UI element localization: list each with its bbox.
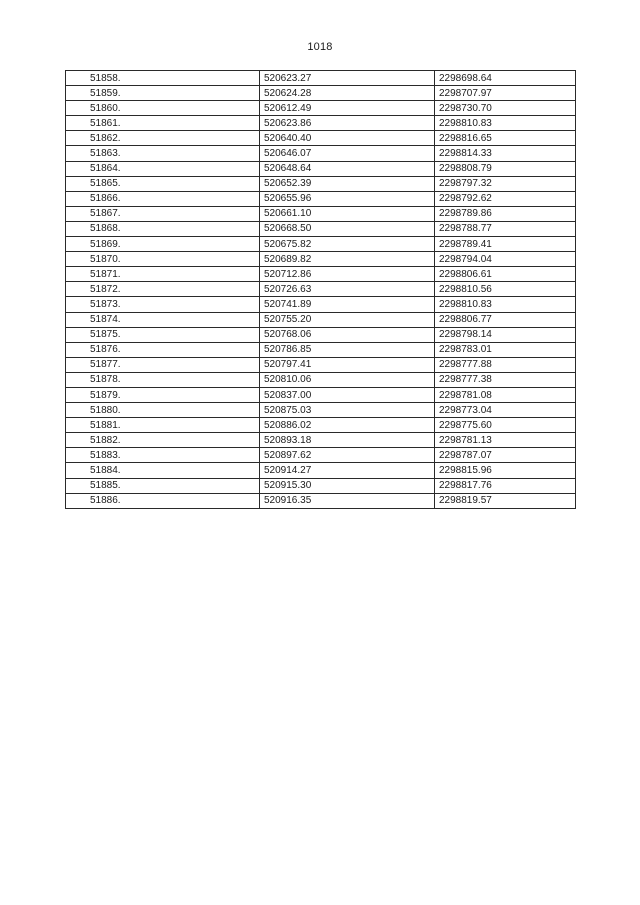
x-coordinate-cell: 520897.62 bbox=[260, 448, 435, 463]
y-coordinate-cell: 2298775.60 bbox=[435, 418, 576, 433]
table-row bbox=[66, 433, 576, 448]
table-row bbox=[66, 387, 576, 402]
x-coordinate-cell: 520726.63 bbox=[260, 282, 435, 297]
y-coordinate-cell: 2298730.70 bbox=[435, 101, 576, 116]
y-coordinate-cell: 2298788.77 bbox=[435, 221, 576, 236]
point-id-cell: 51872. bbox=[66, 282, 260, 297]
y-coordinate-cell: 2298781.08 bbox=[435, 387, 576, 402]
point-id-cell: 51877. bbox=[66, 357, 260, 372]
point-id-cell: 51878. bbox=[66, 372, 260, 387]
y-coordinate-cell: 2298797.32 bbox=[435, 176, 576, 191]
x-coordinate-cell: 520886.02 bbox=[260, 418, 435, 433]
table-row bbox=[66, 86, 576, 101]
x-coordinate-cell: 520675.82 bbox=[260, 237, 435, 252]
y-coordinate-cell: 2298819.57 bbox=[435, 493, 576, 508]
point-id-cell: 51863. bbox=[66, 146, 260, 161]
table-row bbox=[66, 267, 576, 282]
y-coordinate-cell: 2298810.83 bbox=[435, 116, 576, 131]
y-coordinate-cell: 2298816.65 bbox=[435, 131, 576, 146]
x-coordinate-cell: 520893.18 bbox=[260, 433, 435, 448]
y-coordinate-cell: 2298810.56 bbox=[435, 282, 576, 297]
y-coordinate-cell: 2298781.13 bbox=[435, 433, 576, 448]
point-id-cell: 51875. bbox=[66, 327, 260, 342]
x-coordinate-cell: 520755.20 bbox=[260, 312, 435, 327]
x-coordinate-cell: 520712.86 bbox=[260, 267, 435, 282]
x-coordinate-cell: 520768.06 bbox=[260, 327, 435, 342]
y-coordinate-cell: 2298707.97 bbox=[435, 86, 576, 101]
table-row bbox=[66, 478, 576, 493]
point-id-cell: 51858. bbox=[66, 71, 260, 86]
x-coordinate-cell: 520689.82 bbox=[260, 252, 435, 267]
y-coordinate-cell: 2298810.83 bbox=[435, 297, 576, 312]
table-row bbox=[66, 297, 576, 312]
x-coordinate-cell: 520612.49 bbox=[260, 101, 435, 116]
point-id-cell: 51883. bbox=[66, 448, 260, 463]
point-id-cell: 51867. bbox=[66, 206, 260, 221]
table-row bbox=[66, 161, 576, 176]
x-coordinate-cell: 520640.40 bbox=[260, 131, 435, 146]
table-row bbox=[66, 221, 576, 236]
point-id-cell: 51868. bbox=[66, 221, 260, 236]
point-id-cell: 51885. bbox=[66, 478, 260, 493]
table-row bbox=[66, 493, 576, 508]
point-id-cell: 51873. bbox=[66, 297, 260, 312]
table-row bbox=[66, 463, 576, 478]
x-coordinate-cell: 520668.50 bbox=[260, 221, 435, 236]
x-coordinate-cell: 520623.86 bbox=[260, 116, 435, 131]
y-coordinate-cell: 2298806.77 bbox=[435, 312, 576, 327]
table-row bbox=[66, 191, 576, 206]
x-coordinate-cell: 520916.35 bbox=[260, 493, 435, 508]
x-coordinate-cell: 520810.06 bbox=[260, 372, 435, 387]
y-coordinate-cell: 2298787.07 bbox=[435, 448, 576, 463]
y-coordinate-cell: 2298792.62 bbox=[435, 191, 576, 206]
y-coordinate-cell: 2298817.76 bbox=[435, 478, 576, 493]
x-coordinate-cell: 520623.27 bbox=[260, 71, 435, 86]
table-row bbox=[66, 312, 576, 327]
coordinates-table-body bbox=[66, 71, 576, 509]
point-id-cell: 51879. bbox=[66, 387, 260, 402]
point-id-cell: 51862. bbox=[66, 131, 260, 146]
table-row bbox=[66, 282, 576, 297]
table-row bbox=[66, 237, 576, 252]
y-coordinate-cell: 2298789.41 bbox=[435, 237, 576, 252]
x-coordinate-cell: 520661.10 bbox=[260, 206, 435, 221]
point-id-cell: 51859. bbox=[66, 86, 260, 101]
y-coordinate-cell: 2298798.14 bbox=[435, 327, 576, 342]
table-row bbox=[66, 327, 576, 342]
table-row bbox=[66, 101, 576, 116]
x-coordinate-cell: 520837.00 bbox=[260, 387, 435, 402]
y-coordinate-cell: 2298773.04 bbox=[435, 403, 576, 418]
table-row bbox=[66, 176, 576, 191]
page-number: 1018 bbox=[307, 41, 333, 53]
y-coordinate-cell: 2298808.79 bbox=[435, 161, 576, 176]
x-coordinate-cell: 520875.03 bbox=[260, 403, 435, 418]
y-coordinate-cell: 2298777.88 bbox=[435, 357, 576, 372]
x-coordinate-cell: 520652.39 bbox=[260, 176, 435, 191]
table-row bbox=[66, 116, 576, 131]
point-id-cell: 51886. bbox=[66, 493, 260, 508]
point-id-cell: 51882. bbox=[66, 433, 260, 448]
table-row bbox=[66, 146, 576, 161]
x-coordinate-cell: 520914.27 bbox=[260, 463, 435, 478]
point-id-cell: 51864. bbox=[66, 161, 260, 176]
x-coordinate-cell: 520786.85 bbox=[260, 342, 435, 357]
table-row bbox=[66, 357, 576, 372]
point-id-cell: 51880. bbox=[66, 403, 260, 418]
table-row bbox=[66, 342, 576, 357]
y-coordinate-cell: 2298815.96 bbox=[435, 463, 576, 478]
table-row bbox=[66, 131, 576, 146]
point-id-cell: 51871. bbox=[66, 267, 260, 282]
y-coordinate-cell: 2298698.64 bbox=[435, 71, 576, 86]
x-coordinate-cell: 520797.41 bbox=[260, 357, 435, 372]
point-id-cell: 51884. bbox=[66, 463, 260, 478]
y-coordinate-cell: 2298777.38 bbox=[435, 372, 576, 387]
y-coordinate-cell: 2298789.86 bbox=[435, 206, 576, 221]
x-coordinate-cell: 520655.96 bbox=[260, 191, 435, 206]
coordinates-table bbox=[65, 70, 576, 509]
table-row bbox=[66, 372, 576, 387]
point-id-cell: 51876. bbox=[66, 342, 260, 357]
table-row bbox=[66, 418, 576, 433]
x-coordinate-cell: 520915.30 bbox=[260, 478, 435, 493]
point-id-cell: 51870. bbox=[66, 252, 260, 267]
point-id-cell: 51861. bbox=[66, 116, 260, 131]
table-row bbox=[66, 206, 576, 221]
y-coordinate-cell: 2298814.33 bbox=[435, 146, 576, 161]
y-coordinate-cell: 2298794.04 bbox=[435, 252, 576, 267]
table-row bbox=[66, 71, 576, 86]
point-id-cell: 51860. bbox=[66, 101, 260, 116]
table-row bbox=[66, 252, 576, 267]
x-coordinate-cell: 520648.64 bbox=[260, 161, 435, 176]
point-id-cell: 51865. bbox=[66, 176, 260, 191]
point-id-cell: 51881. bbox=[66, 418, 260, 433]
table-row bbox=[66, 403, 576, 418]
point-id-cell: 51866. bbox=[66, 191, 260, 206]
point-id-cell: 51869. bbox=[66, 237, 260, 252]
x-coordinate-cell: 520646.07 bbox=[260, 146, 435, 161]
y-coordinate-cell: 2298783.01 bbox=[435, 342, 576, 357]
table-row bbox=[66, 448, 576, 463]
x-coordinate-cell: 520624.28 bbox=[260, 86, 435, 101]
y-coordinate-cell: 2298806.61 bbox=[435, 267, 576, 282]
x-coordinate-cell: 520741.89 bbox=[260, 297, 435, 312]
point-id-cell: 51874. bbox=[66, 312, 260, 327]
